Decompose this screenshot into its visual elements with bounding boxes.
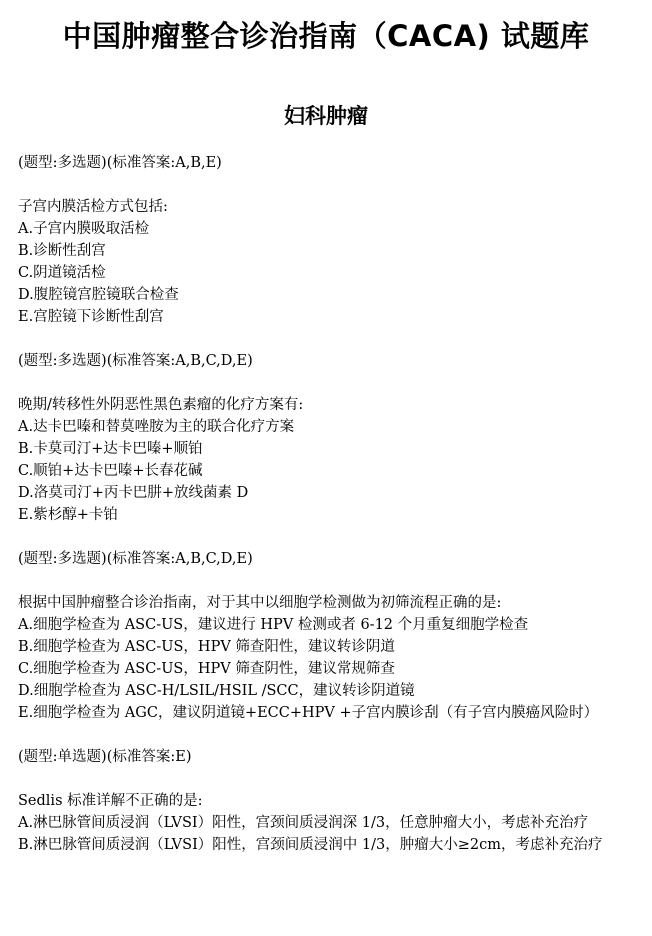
- option-e: E.细胞学检查为 AGC，建议阴道镜+ECC+HPV +子宫内膜诊刮（有子宫内膜癌风险时）: [18, 705, 599, 721]
- option-e: E.紫杉醇+卡铂: [18, 507, 118, 523]
- option-a: A.淋巴脉管间质浸润（LVSI）阳性，宫颈间质浸润深 1/3，任意肿瘤大小，考虑补充治疗: [18, 815, 589, 831]
- question-stem: Sedlis 标准详解不正确的是:: [18, 793, 203, 809]
- option-a: A.细胞学检查为 ASC-US，建议进行 HPV 检测或者 6-12 个月重复细胞学检查: [18, 617, 529, 633]
- question-item: [18, 152, 640, 350]
- question-list: [18, 152, 640, 856]
- option-d: D.腹腔镜宫腔镜联合检查: [18, 287, 179, 303]
- option-b: B.卡莫司汀+达卡巴嗪+顺铂: [18, 441, 203, 457]
- option-c: C.阴道镜活检: [18, 265, 106, 281]
- option-a: A.子宫内膜吸取活检: [18, 221, 150, 237]
- option-e: E.宫腔镜下诊断性刮宫: [18, 309, 164, 325]
- question-stem: 子宫内膜活检方式包括:: [18, 199, 168, 215]
- question-meta: (题型:多选题)(标准答案:A,B,C,D,E): [18, 353, 253, 369]
- question-meta: (题型:单选题)(标准答案:E): [18, 749, 192, 765]
- question-spacer: [18, 724, 640, 746]
- option-a: A.达卡巴嗪和替莫唑胺为主的联合化疗方案: [18, 419, 295, 435]
- question-spacer: [18, 526, 640, 548]
- document-title: 中国肿瘤整合诊治指南（CACA) 试题库: [62, 19, 590, 53]
- option-c: C.顺铂+达卡巴嗪+长春花碱: [18, 463, 203, 479]
- question-meta: (题型:多选题)(标准答案:A,B,C,D,E): [18, 551, 253, 567]
- question-item: [18, 350, 640, 548]
- option-c: C.细胞学检查为 ASC-US，HPV 筛查阴性，建议常规筛查: [18, 661, 395, 677]
- section-title: 妇科肿瘤: [284, 104, 368, 128]
- question-stem: 根据中国肿瘤整合诊治指南，对于其中以细胞学检测做为初筛流程正确的是:: [18, 595, 502, 611]
- option-b: B.诊断性刮宫: [18, 243, 106, 259]
- question-meta: (题型:多选题)(标准答案:A,B,E): [18, 155, 222, 171]
- question-item: [18, 548, 640, 746]
- option-b: B.细胞学检查为 ASC-US，HPV 筛查阳性，建议转诊阴道: [18, 639, 395, 655]
- question-item: [18, 746, 640, 856]
- question-stem: 晚期/转移性外阴恶性黑色素瘤的化疗方案有:: [18, 397, 304, 413]
- option-d: D.细胞学检查为 ASC-H/LSIL/HSIL /SCC，建议转诊阴道镜: [18, 683, 415, 699]
- question-spacer: [18, 328, 640, 350]
- option-b: B.淋巴脉管间质浸润（LVSI）阳性，宫颈间质浸润中 1/3，肿瘤大小≥2cm，考虑补充治疗: [18, 837, 603, 853]
- option-d: D.洛莫司汀+丙卡巴肼+放线菌素 D: [18, 485, 249, 501]
